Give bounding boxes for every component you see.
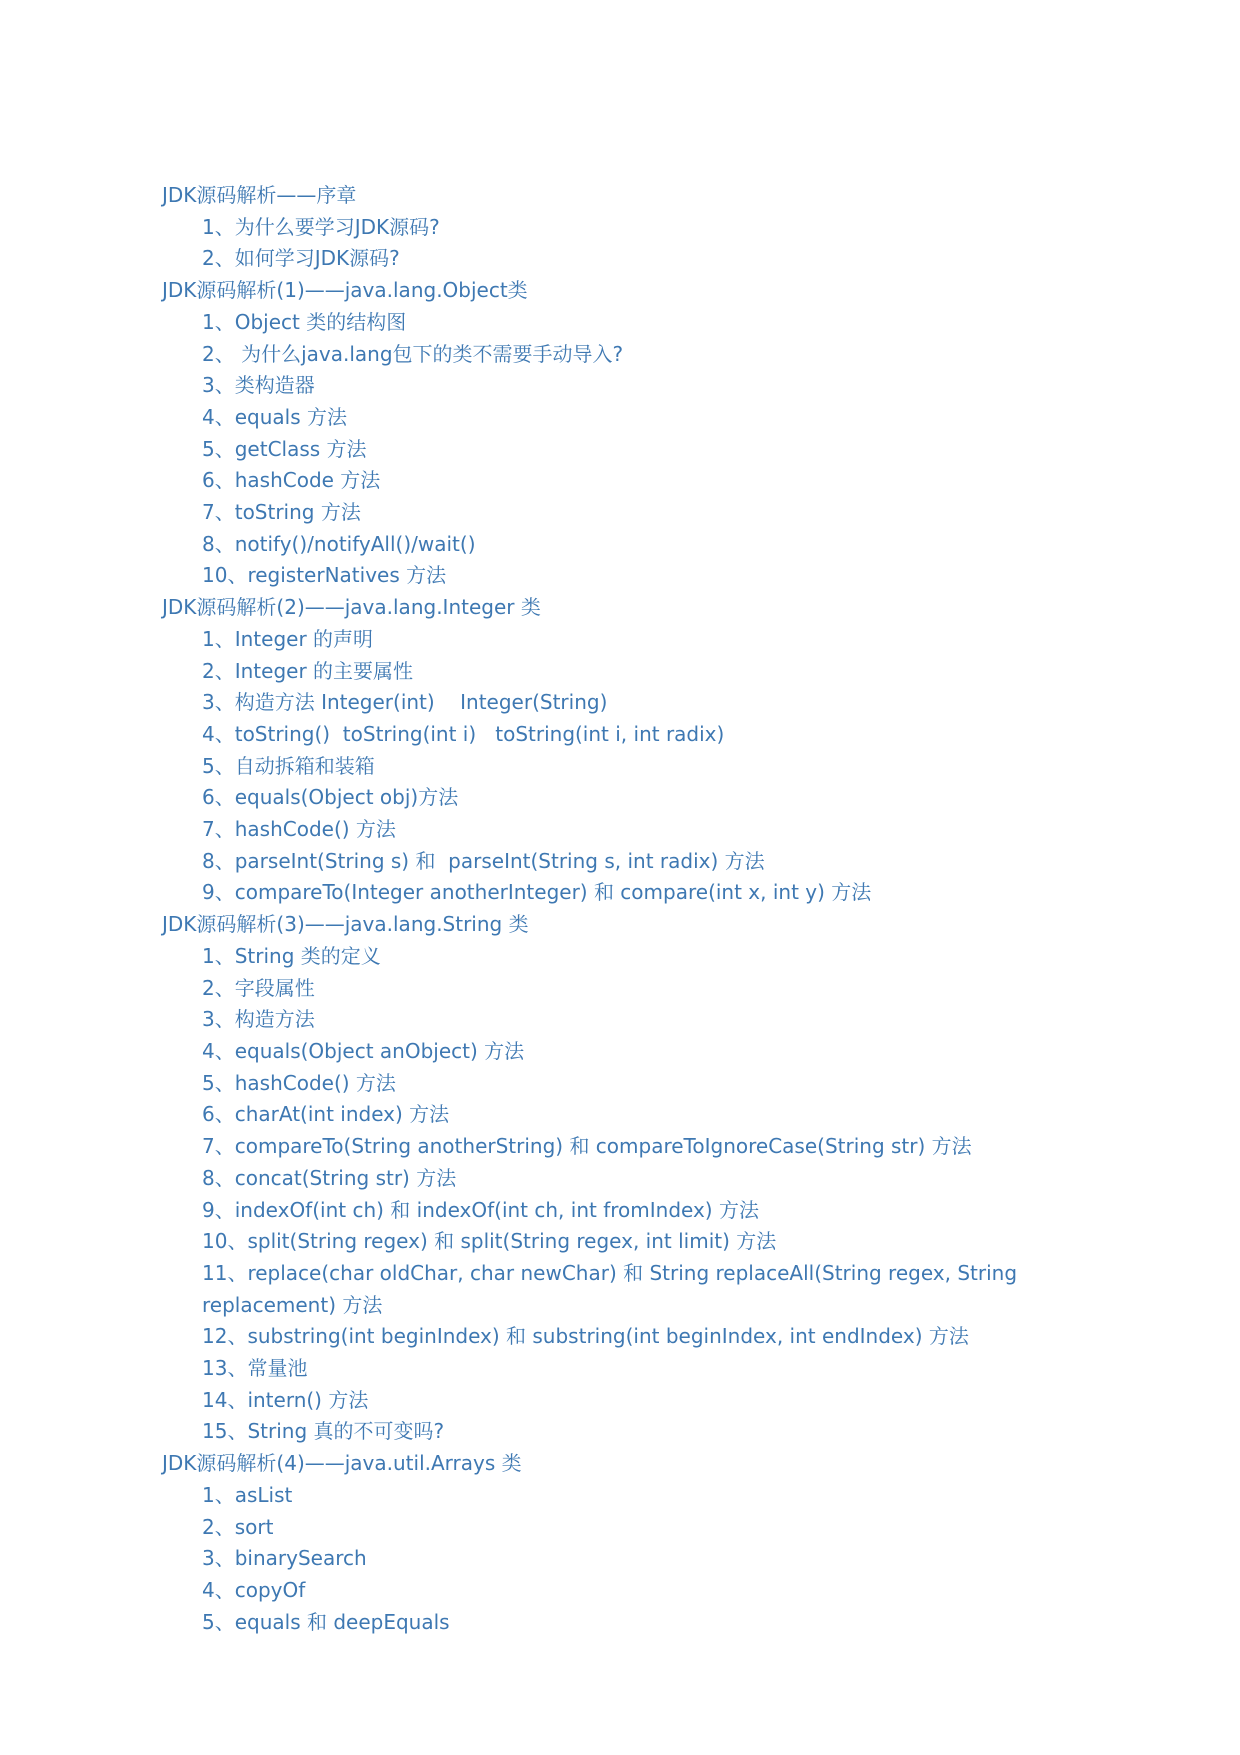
toc-item[interactable]: 5、自动拆箱和装箱 bbox=[202, 753, 375, 778]
toc-item[interactable]: 14、intern() 方法 bbox=[202, 1387, 369, 1412]
toc-item[interactable]: 1、Object 类的结构图 bbox=[202, 309, 407, 334]
toc-item[interactable]: 5、getClass 方法 bbox=[202, 436, 367, 461]
toc-item[interactable]: 10、registerNatives 方法 bbox=[202, 563, 447, 588]
toc-chapter-string[interactable]: JDK源码解析(3)——java.lang.String 类 bbox=[162, 912, 529, 937]
toc-item[interactable]: 2、 为什么java.lang包下的类不需要手动导入? bbox=[202, 341, 624, 366]
toc-item[interactable]: 2、字段属性 bbox=[202, 975, 315, 1000]
toc-item[interactable]: 6、equals(Object obj)方法 bbox=[202, 785, 459, 810]
toc-item[interactable]: 7、hashCode() 方法 bbox=[202, 817, 396, 842]
toc-item[interactable]: 5、hashCode() 方法 bbox=[202, 1070, 396, 1095]
toc-item[interactable]: 1、为什么要学习JDK源码? bbox=[202, 214, 440, 239]
toc-item[interactable]: 4、copyOf bbox=[202, 1577, 306, 1602]
toc-item[interactable]: 8、notify()/notifyAll()/wait() bbox=[202, 531, 476, 556]
toc-item[interactable]: 13、常量池 bbox=[202, 1356, 308, 1381]
toc-item[interactable]: 4、equals 方法 bbox=[202, 404, 347, 429]
toc-item[interactable]: 8、concat(String str) 方法 bbox=[202, 1165, 457, 1190]
toc-item[interactable]: 9、compareTo(Integer anotherInteger) 和 compare(int x, int y) 方法 bbox=[202, 880, 872, 905]
toc-item[interactable]: 2、如何学习JDK源码? bbox=[202, 246, 400, 271]
toc-item[interactable]: 5、equals 和 deepEquals bbox=[202, 1609, 450, 1634]
toc-item[interactable]: 6、charAt(int index) 方法 bbox=[202, 1102, 450, 1127]
toc-item[interactable]: 2、sort bbox=[202, 1514, 274, 1539]
toc-item[interactable]: 15、String 真的不可变吗? bbox=[202, 1419, 445, 1444]
toc-item[interactable]: 9、indexOf(int ch) 和 indexOf(int ch, int fromIndex) 方法 bbox=[202, 1197, 759, 1222]
toc-item[interactable]: 4、equals(Object anObject) 方法 bbox=[202, 1038, 525, 1063]
toc-item[interactable]: 1、Integer 的声明 bbox=[202, 626, 374, 651]
toc-item[interactable]: 11、replace(char oldChar, char newChar) 和 String replaceAll(String regex, String replacement) 方法 bbox=[202, 1260, 1018, 1317]
toc-item[interactable]: 7、compareTo(String anotherString) 和 compareToIgnoreCase(String str) 方法 bbox=[202, 1134, 972, 1159]
toc-item[interactable]: 3、类构造器 bbox=[202, 373, 315, 398]
toc-chapter-integer[interactable]: JDK源码解析(2)——java.lang.Integer 类 bbox=[162, 595, 541, 620]
toc-item[interactable]: 3、构造方法 Integer(int) Integer(String) bbox=[202, 690, 608, 715]
toc-item[interactable]: 1、asList bbox=[202, 1482, 293, 1507]
toc-item[interactable]: 1、String 类的定义 bbox=[202, 943, 381, 968]
toc-chapter-preface[interactable]: JDK源码解析——序章 bbox=[162, 183, 357, 207]
toc-item[interactable]: 2、Integer 的主要属性 bbox=[202, 658, 414, 683]
toc-item[interactable]: 7、toString 方法 bbox=[202, 500, 361, 525]
toc-chapter-object[interactable]: JDK源码解析(1)——java.lang.Object类 bbox=[162, 278, 528, 303]
toc-item[interactable]: 10、split(String regex) 和 split(String regex, int limit) 方法 bbox=[202, 1229, 777, 1254]
toc-chapter-arrays[interactable]: JDK源码解析(4)——java.util.Arrays 类 bbox=[162, 1451, 522, 1476]
toc-item[interactable]: 3、构造方法 bbox=[202, 1007, 315, 1032]
toc-item[interactable]: 3、binarySearch bbox=[202, 1546, 367, 1571]
toc-item[interactable]: 4、toString() toString(int i) toString(int i, int radix) bbox=[202, 721, 725, 746]
toc-item[interactable]: 8、parseInt(String s) 和 parseInt(String s, int radix) 方法 bbox=[202, 848, 765, 873]
table-of-contents bbox=[162, 180, 1122, 1638]
toc-item[interactable]: 12、substring(int beginIndex) 和 substring(int beginIndex, int endIndex) 方法 bbox=[202, 1324, 969, 1349]
toc-item[interactable]: 6、hashCode 方法 bbox=[202, 468, 381, 493]
